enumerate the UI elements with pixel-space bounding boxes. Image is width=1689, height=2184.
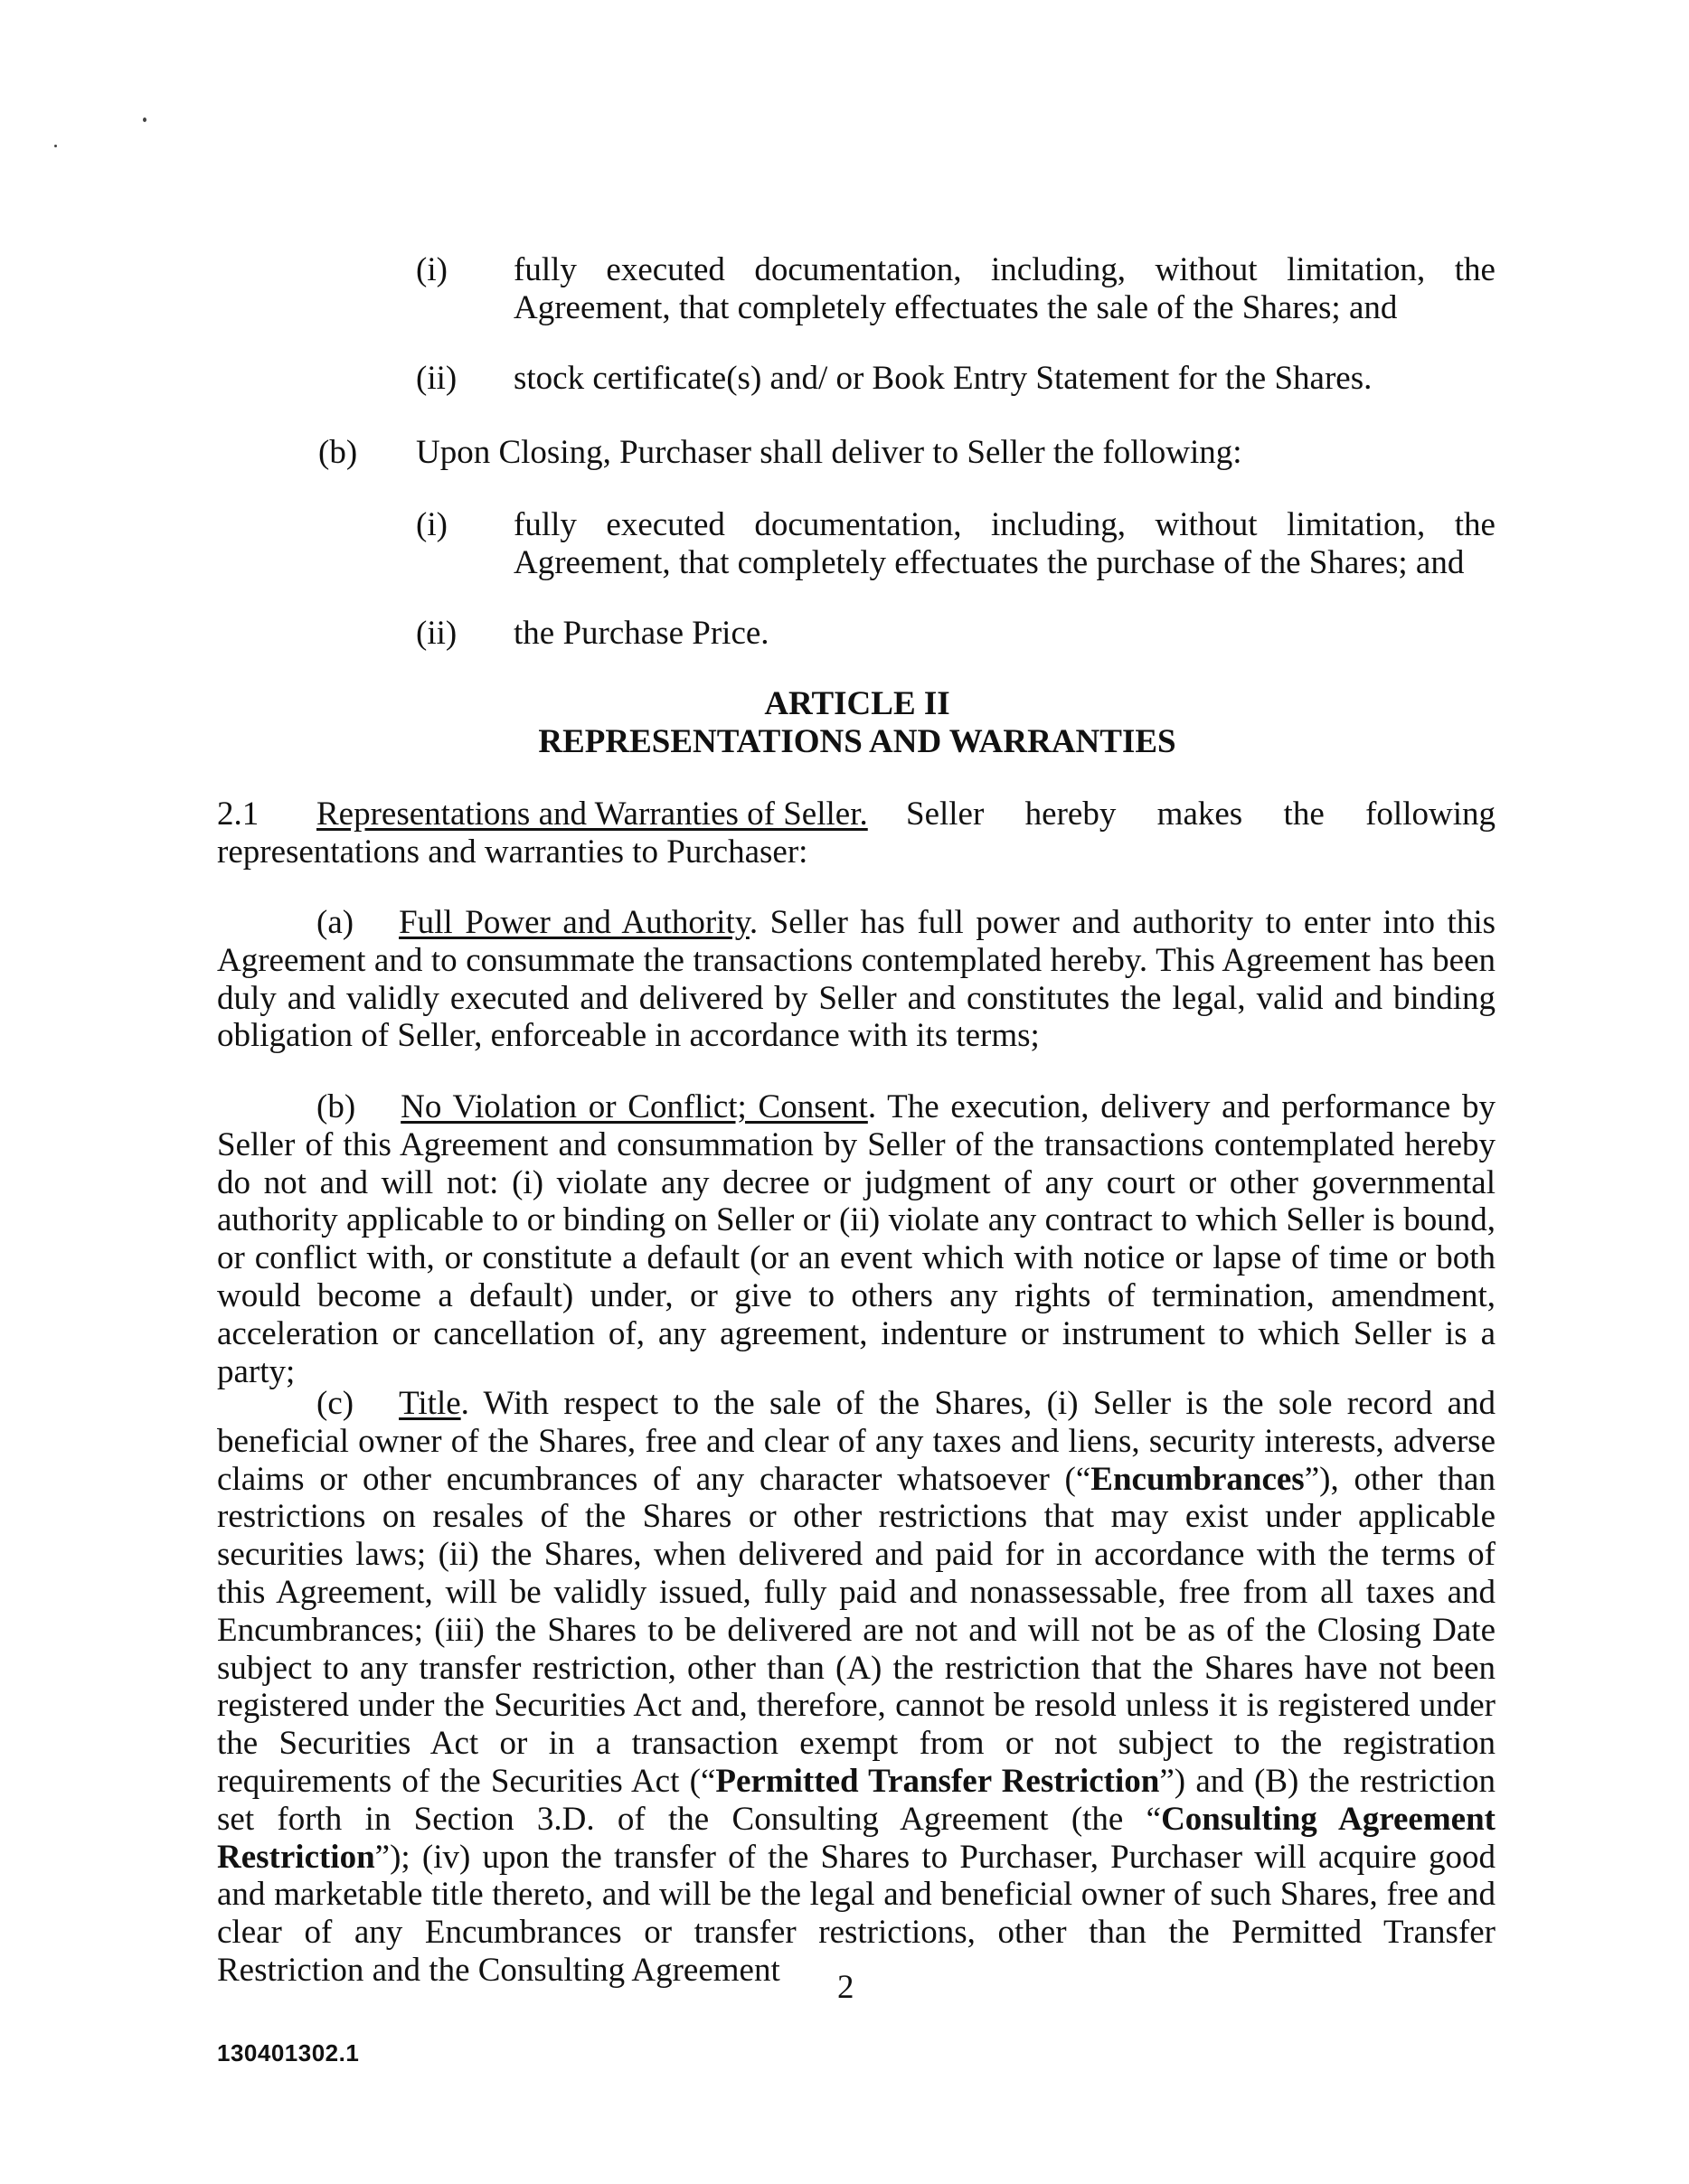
scan-speck <box>54 145 57 147</box>
paragraph-heading: Title <box>399 1385 461 1422</box>
section-number: 2.1 <box>217 795 259 833</box>
section-heading: Representations and Warranties of Seller. <box>316 795 868 833</box>
item-text: the Purchase Price. <box>514 615 769 652</box>
paragraph-number: (a) <box>316 904 354 941</box>
paragraph-title <box>217 1385 1496 1990</box>
paragraph-number: (c) <box>316 1385 354 1422</box>
defined-term: Permitted Transfer Restriction <box>715 1762 1160 1800</box>
paragraph-body: ”), other than restrictions on resales of the Shares or other restrictions that may exist under applicable securities laws; (ii) the Shares, when delivered and paid for in accordance with the terms of this Agreement, will be validly issued, fully paid and nonassessable, free from all taxes and Encumbrances; (iii) the Shares to be delivered are not and will not be as of the Closing Date subject to any transfer restriction, other than (A) the restriction that the Shares have not been registered under the Securities Act and, therefore, cannot be resold unless it is registered under the Securities Act or in a transaction exempt from or not subject to the registration requirements of the Securities Act (“ <box>217 1460 1496 1800</box>
section-heading-tail: Seller hereby makes the following <box>906 795 1496 833</box>
article-title: ARTICLE II <box>764 685 950 722</box>
section-text: Upon Closing, Purchaser shall deliver to Seller the following: <box>416 434 1242 471</box>
paragraph-body: . With respect to the sale of the Shares, (i) Seller is the sole record and beneficial owner of the Shares, free and clear of any taxes and liens, security interests, adverse claims or other encumbrances of any character whatsoever (“ <box>217 1385 1496 1498</box>
item-text-line: fully executed documentation, including, without limitation, the <box>514 251 1496 288</box>
paragraph-heading: Full Power and Authority <box>399 904 750 941</box>
defined-term: Encumbrances <box>1090 1460 1305 1498</box>
article-subtitle: REPRESENTATIONS AND WARRANTIES <box>538 723 1176 760</box>
scan-speck <box>143 118 146 122</box>
page-number: 2 <box>837 1969 854 2006</box>
paragraph-body: . Seller has full power and authority to enter into this Agreement and to consummate the transactions contemplated hereby. This Agreement has been duly and validly executed and delivered by Seller and constitutes the legal, valid and binding obligation of Seller, enforceable in accordance with its terms; <box>217 904 1496 1055</box>
item-text-line: Agreement, that completely effectuates the sale of the Shares; and <box>514 289 1398 326</box>
document-id: 130401302.1 <box>217 2039 360 2066</box>
item-number: (ii) <box>416 615 458 652</box>
defined-term: Consulting Agreement Restriction <box>217 1800 1496 1876</box>
item-text: stock certificate(s) and/ or Book Entry Statement for the Shares. <box>514 360 1373 397</box>
paragraph-body: ”) and (B) the restriction set forth in Section 3.D. of the Consulting Agreement (the “ <box>217 1762 1496 1838</box>
item-number: (ii) <box>416 360 458 397</box>
item-text-line: fully executed documentation, including, without limitation, the <box>514 506 1496 543</box>
section-number: (b) <box>318 434 358 471</box>
paragraph-heading: No Violation or Conflict; Consent <box>401 1088 868 1125</box>
paragraph-number: (b) <box>316 1088 356 1125</box>
paragraph-full-power <box>217 904 1496 1055</box>
item-number: (i) <box>416 506 448 543</box>
paragraph-body: ”); (iv) upon the transfer of the Shares to Purchaser, Purchaser will acquire good and marketable title thereto, and will be the legal and beneficial owner of such Shares, free and clear of any Encumbrances or transfer restrictions, other than the Permitted Transfer Restriction and the Consulting Agreement <box>217 1838 1496 1989</box>
item-text-line: Agreement, that completely effectuates the purchase of the Shares; and <box>514 544 1465 581</box>
paragraph-body: . The execution, delivery and performance by Seller of this Agreement and consummation by Seller of the transactions contemplated hereby do not and will not: (i) violate any decree or judgment of any court or other governmental authority applicable to or binding on Seller or (ii) violate any contract to which Seller is bound, or conflict with, or constitute a default (or an event which with notice or lapse of time or both would become a default) under, or give to others any rights of termination, amendment, acceleration or cancellation of, any agreement, indenture or instrument to which Seller is a party; <box>217 1088 1496 1390</box>
paragraph-no-violation <box>217 1088 1496 1390</box>
item-number: (i) <box>416 251 448 288</box>
section-text-line: representations and warranties to Purchaser: <box>217 833 808 871</box>
